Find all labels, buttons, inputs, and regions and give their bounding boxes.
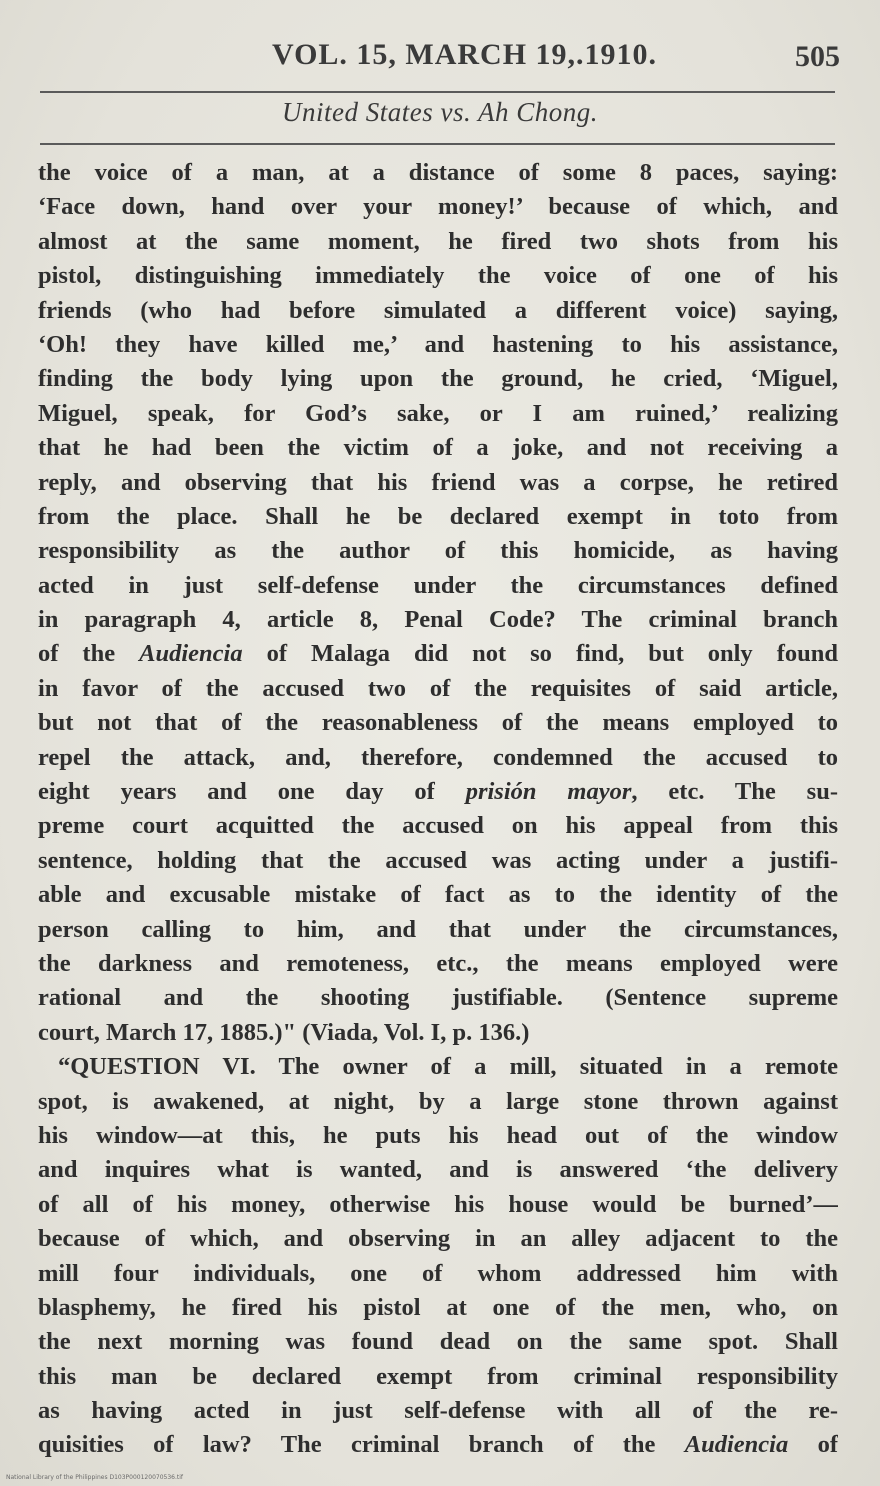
text-line: sentence, holding that the accused was acting under a justifi- — [38, 846, 838, 874]
text-line-prision — [38, 775, 838, 809]
running-head: VOL. 15, MARCH 19,.1910. — [272, 38, 658, 71]
text-line: his window—at this, he puts his head out of the window — [38, 1121, 838, 1149]
text-line: the voice of a man, at a distance of some 8 paces, saying: — [38, 159, 838, 186]
text-line: this man be declared exempt from criminal responsibility — [38, 1362, 838, 1390]
text-line: the darkness and remoteness, etc., the means employed were — [38, 949, 838, 977]
text-line: spot, is awakened, at night, by a large stone thrown against — [38, 1087, 838, 1115]
text-line: from the place. Shall he be declared exempt in toto from — [38, 502, 838, 530]
text-fragment: of — [788, 1431, 838, 1459]
text-fragment: quisities of law? The criminal branch of the — [38, 1431, 685, 1459]
italic-term-prision-mayor: prisión mayor — [465, 778, 632, 806]
body-text — [38, 156, 838, 1463]
text-fragment: , etc. The su- — [631, 778, 838, 806]
header-rule-bottom — [40, 143, 835, 145]
text-line: but not that of the reasonableness of the means employed to — [38, 709, 838, 737]
text-fragment: of Malaga did not so find, but only found — [242, 640, 838, 668]
text-line: in paragraph 4, article 8, Penal Code? The criminal branch — [38, 606, 838, 634]
text-line: acted in just self-defense under the circumstances defined — [38, 571, 838, 599]
text-fragment: of the — [38, 640, 140, 668]
text-line: ‘Face down, hand over your money!’ because of which, and — [38, 193, 838, 221]
text-line: as having acted in just self-defense with all of the re- — [38, 1397, 838, 1425]
italic-term-audiencia: Audiencia — [684, 1431, 789, 1459]
italic-term-audiencia: Audiencia — [139, 640, 243, 668]
text-line: ‘Oh! they have killed me,’ and hastening to his assistance, — [38, 330, 838, 358]
text-line: mill four individuals, one of whom addressed him with — [38, 1259, 838, 1287]
page-number: 505 — [795, 40, 840, 73]
text-line: the next morning was found dead on the same spot. Shall — [38, 1328, 838, 1356]
text-line: Miguel, speak, for God’s sake, or I am ruined,’ realizing — [38, 399, 838, 427]
text-line: rational and the shooting justifiable. (Sentence supreme — [38, 984, 838, 1012]
text-line: almost at the same moment, he fired two shots from his — [38, 227, 838, 255]
text-line: that he had been the victim of a joke, and not receiving a — [38, 434, 838, 462]
text-line: finding the body lying upon the ground, he cried, ‘Miguel, — [38, 365, 838, 393]
text-fragment: eight years and one day of — [38, 778, 466, 806]
text-line-final — [38, 1428, 838, 1462]
text-line: of all of his money, otherwise his house would be burned’— — [38, 1190, 838, 1218]
text-line: blasphemy, he fired his pistol at one of the men, who, on — [38, 1293, 838, 1321]
text-line: friends (who had before simulated a different voice) saying, — [38, 296, 838, 324]
scan-source-stamp: National Library of the Philippines D103P000120070536.tif — [6, 1474, 184, 1481]
text-line-question-vi: “QUESTION VI. The owner of a mill, situated in a remote — [58, 1053, 838, 1081]
page-header — [40, 38, 840, 78]
text-line-audiencia — [38, 637, 838, 671]
text-line: able and excusable mistake of fact as to the identity of the — [38, 881, 838, 909]
text-line: preme court acquitted the accused on his appeal from this — [38, 812, 838, 840]
text-line: pistol, distinguishing immediately the voice of one of his — [38, 262, 838, 290]
case-title: United States vs. Ah Chong. — [282, 97, 598, 127]
text-line: repel the attack, and, therefore, condemned the accused to — [38, 743, 838, 771]
text-line: person calling to him, and that under the circumstances, — [38, 915, 838, 943]
text-line-citation: court, March 17, 1885.)" (Viada, Vol. I, p. 136.) — [38, 1018, 530, 1046]
text-line: in favor of the accused two of the requisites of said article, — [38, 674, 838, 702]
header-rule-top — [40, 91, 835, 93]
text-line: and inquires what is wanted, and is answered ‘the delivery — [38, 1156, 838, 1184]
text-line: reply, and observing that his friend was a corpse, he retired — [38, 468, 838, 496]
text-line: because of which, and observing in an alley adjacent to the — [38, 1225, 838, 1253]
text-line: responsibility as the author of this homicide, as having — [38, 537, 838, 565]
